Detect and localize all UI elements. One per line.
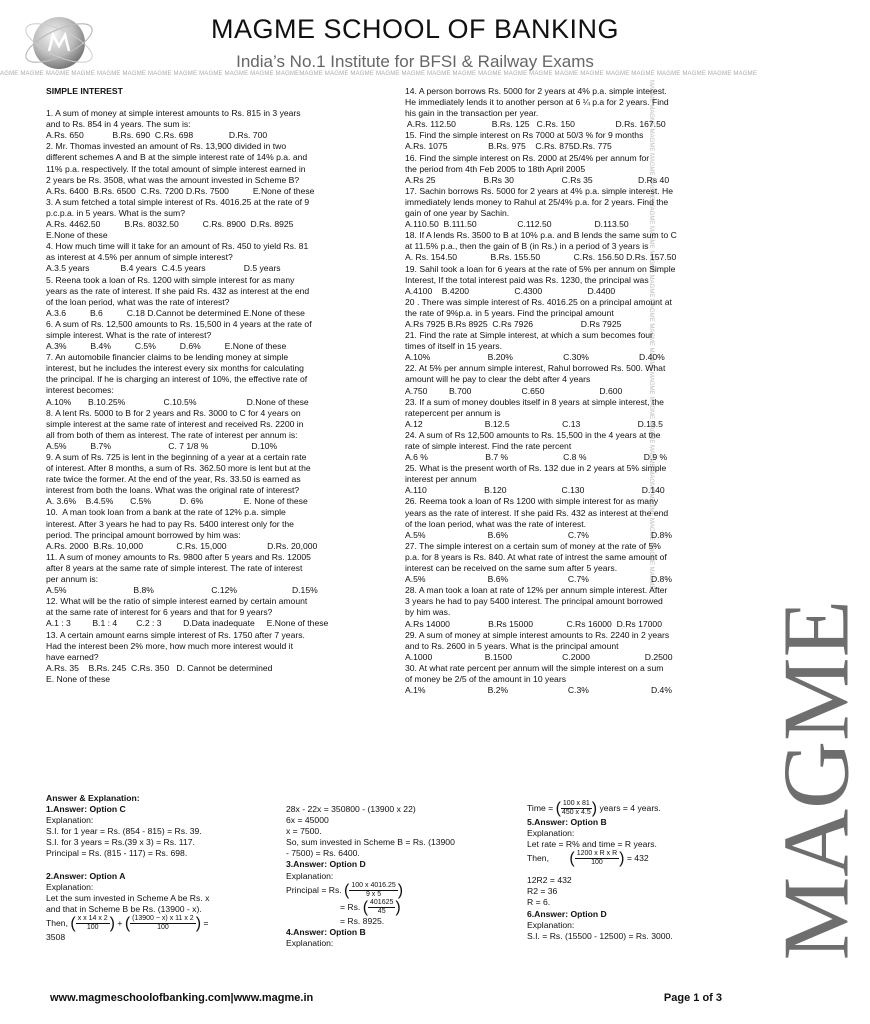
question-line: and to Rs. 2600 in 5 years. What is the principal amount [405, 640, 619, 651]
answer-3-expl: Explanation: [286, 870, 334, 881]
answer-line: - 7500) = Rs. 6400. [286, 848, 360, 859]
question-line: 3. A sum fetched a total simple interest of Rs. 4016.25 at the rate of 9 [46, 196, 310, 207]
side-watermark-large: MAGME [764, 600, 868, 961]
question-line: A.Rs 14000 B.Rs 15000 C.Rs 16000 D.Rs 17000 [405, 618, 662, 629]
question-line: 15. Find the simple interest on Rs 7000 at 50/3 % for 9 months [405, 130, 644, 141]
question-line: A.Rs 25 B.Rs 30 C.Rs 35 D.Rs 40 [405, 174, 670, 185]
question-line: of the loan period, what was the rate of interest. [405, 518, 587, 529]
answer-3-step: = Rs. ( $\frac{401625}{45}$ ) [340, 898, 401, 916]
question-line: 8. A lent Rs. 5000 to B for 2 years and Rs. 3000 to C for 4 years on [46, 407, 301, 418]
question-line: 30. At what rate percent per annum will the simple interest on a sum [405, 662, 664, 673]
question-line: have earned? [46, 651, 99, 662]
question-line: 13. A certain amount earns simple interest of Rs. 1750 after 7 years. [46, 629, 305, 640]
question-line: rate of simple interest. Find the rate percent [405, 441, 572, 451]
question-line: 10. A man took loan from a bank at the rate of 12% p.a. simple [46, 507, 286, 518]
question-line: A.Rs. 35 B.Rs. 245 C.Rs. 350 D. Cannot be determined [46, 662, 273, 673]
question-line: of interest. After 8 months, a sum of Rs. 362.50 more is lent but at the [46, 463, 311, 474]
section-title: SIMPLE INTEREST [46, 86, 123, 96]
question-line: A. 3.6% B.4.5% C.5% D. 6% E. None of these [46, 496, 308, 507]
question-line: He immediately lends it to another person at 6 ¼ p.a for 2 years. Find [405, 97, 669, 108]
footer-website[interactable]: www.magmeschoolofbanking.com|www.magme.in [50, 992, 314, 1004]
questions-right-column [405, 86, 727, 696]
question-line: 19. Sahil took a loan for 6 years at the rate of 5% per annum on Simple [405, 263, 676, 274]
answer-line: So, sum invested in Scheme B = Rs. (13900 [286, 837, 455, 848]
school-subtitle: India’s No.1 Institute for BFSI & Railway Exams [236, 52, 594, 71]
answer-1-line: Principal = Rs. (815 - 117) = Rs. 698. [46, 848, 188, 859]
fraction: $\frac{\text{x x 14 x 2}}{100}$ [77, 914, 108, 931]
question-line: A.12 B.12.5 C.13 D.13.5 [405, 418, 663, 429]
question-line: interest. After 3 years he had to pay Rs. 5400 interest only for the [46, 518, 294, 529]
question-line: amount will he pay to clear the debt after 4 years [405, 374, 591, 385]
footer-page-number: Page 1 of 3 [663, 992, 722, 1004]
answer-line: Explanation: [527, 919, 575, 930]
question-line: A.1 : 3 B.1 : 4 C.2 : 3 D.Data inadequate E.None of these [46, 618, 329, 629]
question-line: A. Rs. 154.50 B.Rs. 155.50 C.Rs. 156.50 D.Rs. 157.50 [405, 252, 677, 263]
fraction: $\frac{100 x 4016.25}{9 x 5}$ [351, 881, 396, 898]
question-line: his gain in the transaction per year. [405, 108, 539, 119]
question-line: 24. A sum of Rs 12,500 amounts to Rs. 15,500 in the 4 years at the [405, 429, 661, 440]
question-line: 17. Sachin borrows Rs. 5000 for 2 years at 4% p.a. simple interest. He [405, 185, 673, 196]
answer-1-title: 1.Answer: Option C [46, 804, 126, 815]
answer-2-line: Let the sum invested in Scheme A be Rs. x [46, 892, 210, 903]
question-line: A.Rs. 112.50 B.Rs. 125 C.Rs. 150 D.Rs. 167.50 [405, 119, 666, 130]
right-question-lines [405, 86, 727, 696]
question-line: 18. If A lends Rs. 3500 to B at 10% p.a. and B lends the same sum to C [405, 230, 677, 241]
question-line: 29. A sum of money at simple interest amounts to Rs. 2240 in 2 years [405, 629, 670, 640]
question-line: 2 years be Rs. 3508, what was the amount invested in Scheme B? [46, 174, 300, 185]
answer-1-line: S.I. for 1 year = Rs. (854 - 815) = Rs. 39. [46, 826, 202, 837]
answer-5-title: 5.Answer: Option B [527, 817, 607, 827]
answer-6-title: 6.Answer: Option D [527, 908, 607, 919]
question-line: A.10% B.10.25% C.10.5% D.None of these [46, 396, 309, 407]
answer-4-title: 4.Answer: Option B [286, 926, 366, 937]
question-line: the rate of 9%p.a. in 5 years. Find the principal amount [405, 307, 614, 318]
question-line: 6. A sum of Rs. 12,500 amounts to Rs. 15,500 in 4 years at the rate of [46, 318, 312, 329]
question-line: A.Rs. 6400 B.Rs. 6500 C.Rs. 7200 D.Rs. 7500 E.None of these [46, 185, 315, 196]
question-line: A.3% B.4% C.5% D.6% E.None of these [46, 341, 287, 352]
question-line: 27. The simple interest on a certain sum of money at the rate of 5% [405, 540, 661, 551]
answer-4-expl: Explanation: [286, 937, 334, 948]
fraction: $\frac{\text{1200 x R x R}}{100}$ [576, 850, 618, 867]
school-title: MAGME SCHOOL OF BANKING [210, 14, 620, 44]
question-line: A.5% B.6% C.7% D.8% [405, 574, 672, 585]
questions-left-column [46, 86, 368, 685]
question-line: 14. A person borrows Rs. 5000 for 2 years at 4% p.a. simple interest. [405, 86, 667, 96]
question-line: 28. A man took a loan at rate of 12% per annum simple interest. After [405, 585, 668, 596]
question-line: the principal. If he is charging an interest of 10%, the effective rate of [46, 374, 308, 385]
page-header [0, 0, 768, 82]
question-line: E. None of these [46, 673, 111, 684]
question-line: of the loan period, what was the rate of interest? [46, 296, 230, 307]
answers-column-1 [46, 793, 276, 943]
question-line: 3 years he had to pay 5400 interest. The principal amount borrowed [405, 596, 663, 607]
answer-2-result: 3508 [46, 931, 66, 942]
question-line: A.1000 B.1500 C.2000 D.2500 [405, 651, 673, 662]
question-line: 12. What will be the ratio of simple interest earned by certain amount [46, 596, 308, 607]
question-line: 22. At 5% per annum simple interest, Rahul borrowed Rs. 500. What [405, 363, 666, 374]
answer-2-line: Explanation: [46, 881, 94, 892]
answer-line: R = 6. [527, 897, 551, 908]
question-line: interest becomes: [46, 385, 114, 396]
question-line: of money be 2/5 of the amount in 10 years [405, 673, 566, 684]
question-line: A.10% B.20% C.30% D.40% [405, 352, 665, 363]
question-line: 20 . There was simple interest of Rs. 4016.25 on a principal amount at [405, 296, 672, 307]
question-line: 9. A sum of Rs. 725 is lent in the beginning of a year at a certain rate [46, 452, 307, 462]
question-line: 16. Find the simple interest on Rs. 2000 at 25/4% per annum for [405, 152, 650, 163]
answer-3-result: = Rs. 8925. [340, 915, 385, 926]
question-line: immediately lends money to Rahul at 25/4% p.a. for 2 years. Find the [405, 196, 669, 207]
answers-column-3 [527, 800, 727, 942]
question-line: interest from both the loans. What was the original rate of interest? [46, 485, 300, 496]
answers-heading: Answer & Explanation: [46, 793, 140, 803]
question-line: 11. A sum of money amounts to Rs. 9800 after 5 years and Rs. 12005 [46, 551, 311, 562]
question-line: A.5% B.8% C.12% D.15% [46, 585, 318, 596]
question-line: A.3.6 B.6 C.18 D.Cannot be determined E.None of these [46, 307, 305, 318]
question-line: 5. Reena took a loan of Rs. 1200 with simple interest for as many [46, 274, 295, 285]
answer-4-time: Time = ( $\frac{100 x 81}{450 x 4.5}$ ) years = 4 years. [527, 799, 661, 817]
question-line: 2. Mr. Thomas invested an amount of Rs. 13,900 divided in two [46, 141, 287, 152]
question-line: A.Rs. 650 B.Rs. 690 C.Rs. 698 D.Rs. 700 [46, 130, 268, 141]
fraction: $\frac{401625}{45}$ [370, 898, 394, 915]
fraction: $\frac{(13900 - x) x 11 x 2}{100}$ [132, 914, 194, 931]
question-line: p.a. for 8 years is Rs. 840. At what rate of intrest the same amount of [405, 551, 667, 562]
question-line: interest can be received on the same sum after 5 years. [405, 563, 618, 574]
question-line: 21. Find the rate at Simple interest, at which a sum becomes four [405, 330, 653, 341]
answer-line: Let rate = R% and time = R years. [527, 839, 657, 850]
question-line: A.5% B.6% C.7% D.8% [405, 529, 672, 540]
question-line: A.Rs. 1075 B.Rs. 975 C.Rs. 875D.Rs. 775 [405, 141, 612, 152]
answer-3-title: 3.Answer: Option D [286, 859, 366, 870]
question-line: rate twice the former. At the end of the year, Rs. 33.50 is earned as [46, 474, 301, 485]
question-line: 11% p.a. respectively. If the total amount of simple interest earned in [46, 163, 306, 174]
question-line: years as the rate of interest. If she paid Rs. 432 as interest at the end [46, 285, 310, 296]
question-line: years as the rate of interest. If she paid Rs. 432 as interest at the end [405, 507, 669, 518]
question-line: after 8 years at the same rate of simple interest. The rate of interest [46, 562, 303, 573]
question-line: A.110.50 B.111.50 C.112.50 D.113.50 [405, 219, 629, 230]
watermark-line: AGME MAGME MAGME MAGME MAGME MAGME MAGME MAGME MAGME MAGME MAGME MAGMEMAGME MAGME MAGME MAGME MAGME MAGME MAGME MAGME MAGME MAGME MAGME MAGME MAGME MAGME MAGME MAGME MAGME MAGME [0, 71, 758, 77]
question-line: and to Rs. 854 in 4 years. The sum is: [46, 119, 191, 130]
question-line: A.6 % B.7 % C.8 % D.9 % [405, 452, 668, 463]
question-line: 23. If a sum of money doubles itself in 8 years at simple interest, the [405, 396, 664, 407]
question-line: at the same rate of interest for 6 years and that for 9 years? [46, 607, 273, 618]
question-line: Interest, If the total interest paid was Rs. 1230, the principal was [405, 274, 649, 285]
magme-logo-icon [22, 6, 96, 80]
fraction: $\frac{100 x 81}{450 x 4.5}$ [561, 800, 591, 816]
answer-line: 12R2 = 432 [527, 875, 572, 886]
question-line: 1. A sum of money at simple interest amounts to Rs. 815 in 3 years [46, 108, 301, 119]
question-line: as interest at 4.5% per annum of simple interest? [46, 252, 233, 263]
question-line: simple interest at the same rate of interest and received Rs. 2200 in [46, 418, 304, 429]
question-line: times of itself in 15 years. [405, 341, 502, 352]
question-line: p.c.p.a. in 5 years. What is the sum? [46, 207, 185, 218]
question-line: interest, but he includes the interest every six months for calculating [46, 363, 304, 374]
answer-3-principal: Principal = Rs. ( $\frac{100 x 4016.25}{9 x 5}$ ) [286, 881, 404, 899]
question-line: the period from 4th Feb 2005 to 18th April 2005 [405, 163, 586, 174]
answer-2-line: and that in Scheme B be Rs. (13900 - x). [46, 903, 202, 914]
answer-line: x = 7500. [286, 826, 322, 837]
answer-1-line: Explanation: [46, 815, 94, 826]
answer-line: 28x - 22x = 350800 - (13900 x 22) [286, 804, 416, 814]
question-line: 4. How much time will it take for an amount of Rs. 450 to yield Rs. 81 [46, 241, 309, 252]
answer-2-title: 2.Answer: Option A [46, 870, 126, 881]
question-line: Had the interest been 2% more, how much more interest would it [46, 640, 293, 651]
answer-1-line: S.I. for 3 years = Rs.(39 x 3) = Rs. 117. [46, 837, 195, 848]
question-line: A.5% B.7% C. 7 1/8 % D.10% [46, 440, 278, 451]
question-line: different schemes A and B at the simple interest rate of 14% p.a. and [46, 152, 308, 163]
question-line: A.Rs 7925 B.Rs 8925 C.Rs 7926 D.Rs 7925 [405, 318, 622, 329]
answer-line: R2 = 36 [527, 886, 558, 897]
question-line: A.Rs. 2000 B.Rs. 10,000 C.Rs. 15,000 D.Rs. 20,000 [46, 540, 318, 551]
answer-5-equation: Then, ( $\frac{\text{1200 x R x R}}{100}$ ) = 432 [527, 850, 649, 868]
left-question-lines [46, 108, 368, 685]
question-line: gain of one year by Sachin. [405, 208, 510, 219]
question-line: per annum is: [46, 574, 99, 585]
question-line: all from both of them as interest. The rate of interest per annum is: [46, 429, 298, 440]
question-line: A.750 B.700 C.650 D.600 [405, 385, 623, 396]
answer-line: Explanation: [527, 828, 575, 839]
question-line: E.None of these [46, 230, 108, 241]
question-line: ratepercent per annum is [405, 407, 501, 418]
question-line: interest per annum [405, 474, 477, 485]
question-line: A.3.5 years B.4 years C.4.5 years D.5 years [46, 263, 281, 274]
question-line: A.4100 B.4200 C.4300 D.4400 [405, 285, 616, 296]
side-watermark-small: MAGME MAGME MAGME MAGME MAGME MAGME MAGME MAGME MAGME MAGME MAGME MAGME MAGME MAGME MAGME MAGME MAGME MAGME MAGME MAGME MAGME [648, 80, 654, 590]
question-line: simple interest. What is the rate of interest? [46, 329, 212, 340]
question-line: 7. An automobile financier claims to be lending money at simple [46, 352, 289, 363]
question-line: 26. Reema took a loan of Rs 1200 with simple interest for as many [405, 496, 659, 507]
question-line: A.1% B.2% C.3% D.4% [405, 685, 672, 696]
answer-line: S.I. = Rs. (15500 - 12500) = Rs. 3000. [527, 930, 673, 941]
question-line: at 11.5% p.a., then the gain of B (in Rs.) in a period of 3 years is [405, 241, 649, 252]
answer-2-equation: Then, ( $\frac{\text{x x 14 x 2}}{100}$ ) + ( $\frac{(13900 - x) x 11 x 2}{100}$ ) = [46, 914, 209, 932]
answer-line: 6x = 45000 [286, 815, 329, 826]
question-line: A.110 B.120 C.130 D.140 [405, 485, 665, 496]
answers-column-2 [286, 804, 496, 949]
question-line: A.Rs. 4462.50 B.Rs. 8032.50 C.Rs. 8900 D.Rs. 8925 [46, 219, 294, 230]
question-line: by him was. [405, 607, 451, 618]
question-line: period. The principal amount borrowed by him was: [46, 529, 241, 540]
question-line: 25. What is the present worth of Rs. 132 due in 2 years at 5% simple [405, 463, 667, 474]
